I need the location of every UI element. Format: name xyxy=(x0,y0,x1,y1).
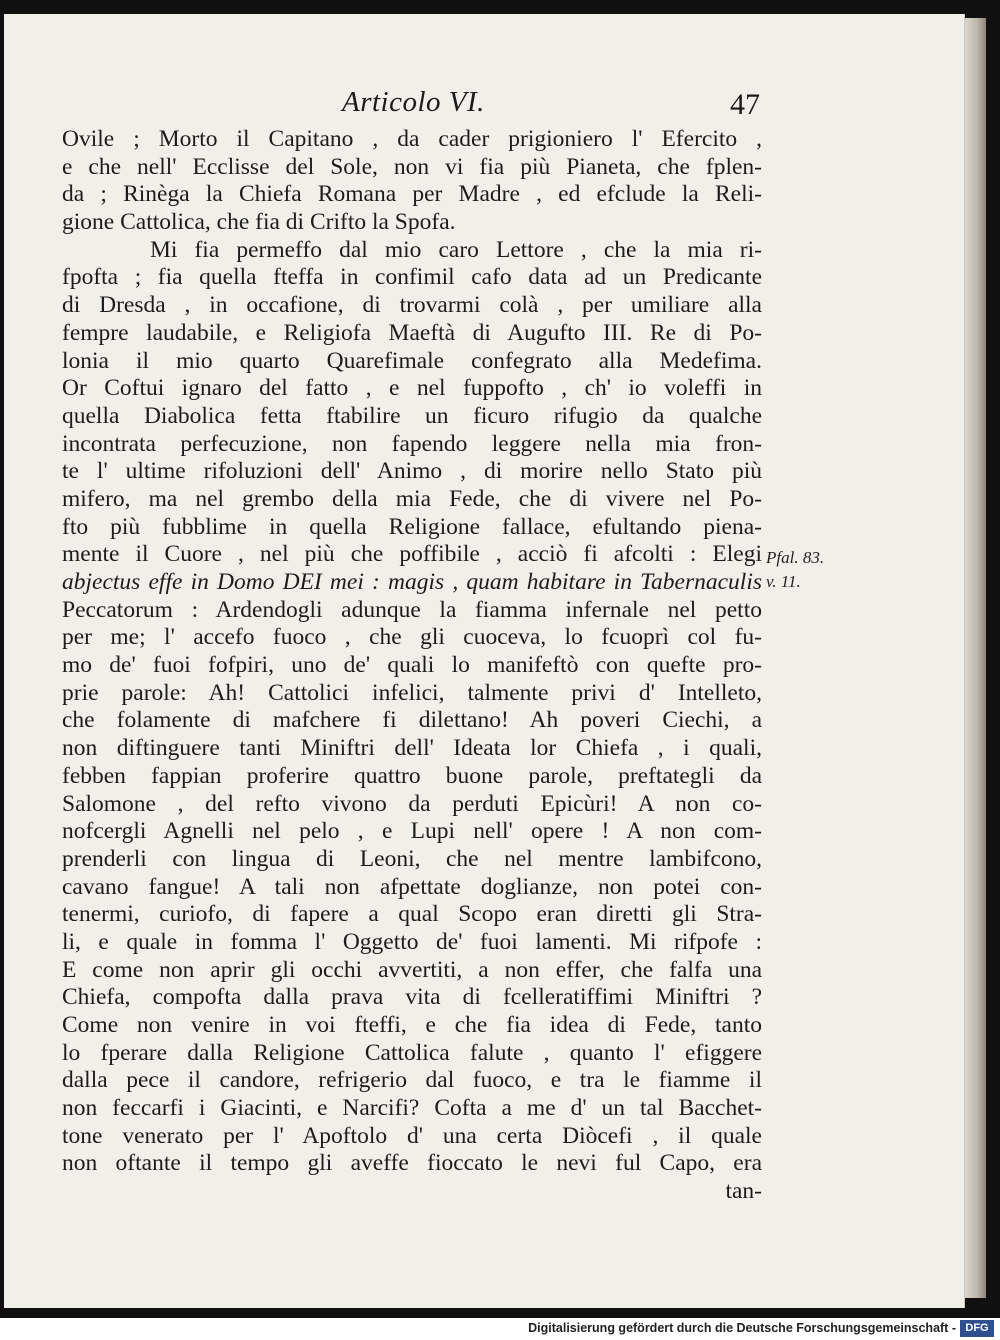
text-line: nofcergli Agnelli nel pelo , e Lupi nell' opere ! A non com- xyxy=(62,818,762,845)
text-line: che folamente di mafchere fi dilettano! Ah poveri Ciechi, a xyxy=(62,707,762,734)
text-line: E come non aprir gli occhi avvertiti, a non effer, che falfa una xyxy=(62,956,762,983)
running-head xyxy=(4,86,964,126)
text-line: e che nell' Ecclisse del Sole, non vi fia più Pianeta, che fplen- xyxy=(62,153,762,180)
text-line: non feccarfi i Giacinti, e Narcifi? Cofta a me d' un tal Bacchet- xyxy=(62,1095,762,1122)
text-line: li, e quale in fomma l' Oggetto de' fuoi lamenti. Mi rifpofe : xyxy=(62,928,762,955)
text-line: quella Diabolica fetta ftabilire un ficuro rifugio da qualche xyxy=(62,402,762,429)
text-line: mente il Cuore , nel più che poffibile , acciò fi afcolti : Elegi xyxy=(62,541,762,568)
text-line: Salomone , del refto vivono da perduti Epicùri! A non co- xyxy=(62,790,762,817)
footer-bar xyxy=(0,1318,1000,1340)
text-line: mo de' fuoi fofpiri, uno de' quali lo manifeftò con quefte pro- xyxy=(62,652,762,679)
text-line: da ; Rinèga la Chiefa Romana per Madre , ed efclude la Reli- xyxy=(62,181,762,208)
text-line: febben fappian proferire quattro buone parole, preftategli da xyxy=(62,762,762,789)
running-title: Articolo VI. xyxy=(342,86,485,118)
text-line: te l' ultime rifoluzioni dell' Animo , di morire nello Stato più xyxy=(62,458,762,485)
text-line: tone venerato per l' Apoftolo d' una certa Diòcefi , il quale xyxy=(62,1122,762,1149)
text-line: Peccatorum : Ardendogli adunque la fiamma infernale nel petto xyxy=(62,596,762,623)
text-line: di Dresda , in occafione, di trovarmi colà , per umiliare alla xyxy=(62,292,762,319)
text-line: fempre laudabile, e Religiofa Maeftà di Augufto III. Re di Po- xyxy=(62,319,762,346)
marginal-note-verse: v. 11. xyxy=(766,572,801,591)
text-line: non oftante il tempo gli aveffe fioccato le nevi ful Capo, era xyxy=(62,1150,762,1177)
text-line: prie parole: Ah! Cattolici infelici, talmente privi d' Intelleto, xyxy=(62,679,762,706)
text-line: Mi fia permeffo dal mio caro Lettore , che la mia ri- xyxy=(150,236,762,263)
text-line: mifero, ma nel grembo della mia Fede, che di vivere nel Po- xyxy=(62,485,762,512)
text-line: Come non venire in voi fteffi, e che fia idea di Fede, tanto xyxy=(62,1012,762,1038)
dfg-logo: DFG xyxy=(960,1320,994,1337)
text-line: cavano fangue! A tali non afpettate doglianze, non potei con- xyxy=(62,873,762,900)
page-number: 47 xyxy=(730,88,760,121)
text-line: Chiefa, compofta dalla prava vita di fcelleratiffimi Miniftri ? xyxy=(62,984,762,1011)
text-line: lonia il mio quarto Quarefimale confegrato alla Medefima. xyxy=(62,347,762,374)
marginal-note xyxy=(766,546,824,594)
text-line: non diftinguere tanti Miniftri dell' Ideata lor Chiefa , i quali, xyxy=(62,735,762,762)
text-line: Or Coftui ignaro del fatto , e nel fuppofto , ch' io voleffi in xyxy=(62,375,762,402)
text-line: fpofta ; fia quella fteffa in confimil cafo data ad un Predicante xyxy=(62,264,762,291)
book-page xyxy=(4,14,965,1308)
text-line: per me; l' accefo fuoco , che gli cuoceva, lo fcuoprì col fu- xyxy=(62,624,762,651)
funding-credit: Digitalisierung gefördert durch die Deutsche Forschungsgemeinschaft - xyxy=(528,1321,956,1335)
text-line: gione Cattolica, che fia di Crifto la Spofa. xyxy=(62,209,456,236)
page-edge xyxy=(964,18,986,1298)
text-line-latin-quote: abjectus effe in Domo DEI mei : magis , quam habitare in Tabernaculis xyxy=(62,569,762,595)
text-line: fto più fubblime in quella Religione fallace, efultando piena- xyxy=(62,513,762,540)
text-line: tenermi, curiofo, di fapere a qual Scopo eran diretti gli Stra- xyxy=(62,901,762,928)
text-line: lo fperare dalla Religione Cattolica falute , quanto l' efiggere xyxy=(62,1039,762,1066)
text-line: dalla pece il candore, refrigerio dal fuoco, e tra le fiamme il xyxy=(62,1067,762,1094)
text-line: Ovile ; Morto il Capitano , da cader prigioniero l' Efercito , xyxy=(62,126,762,152)
body-text xyxy=(62,126,762,1206)
marginal-note-psalm: Pfal. 83. xyxy=(766,548,825,567)
text-line: prenderli con lingua di Leoni, che nel mentre lambifcono, xyxy=(62,845,762,872)
catchword: tan- xyxy=(725,1178,762,1205)
text-line: incontrata perfecuzione, non fapendo leggere nella mia fron- xyxy=(62,430,762,457)
